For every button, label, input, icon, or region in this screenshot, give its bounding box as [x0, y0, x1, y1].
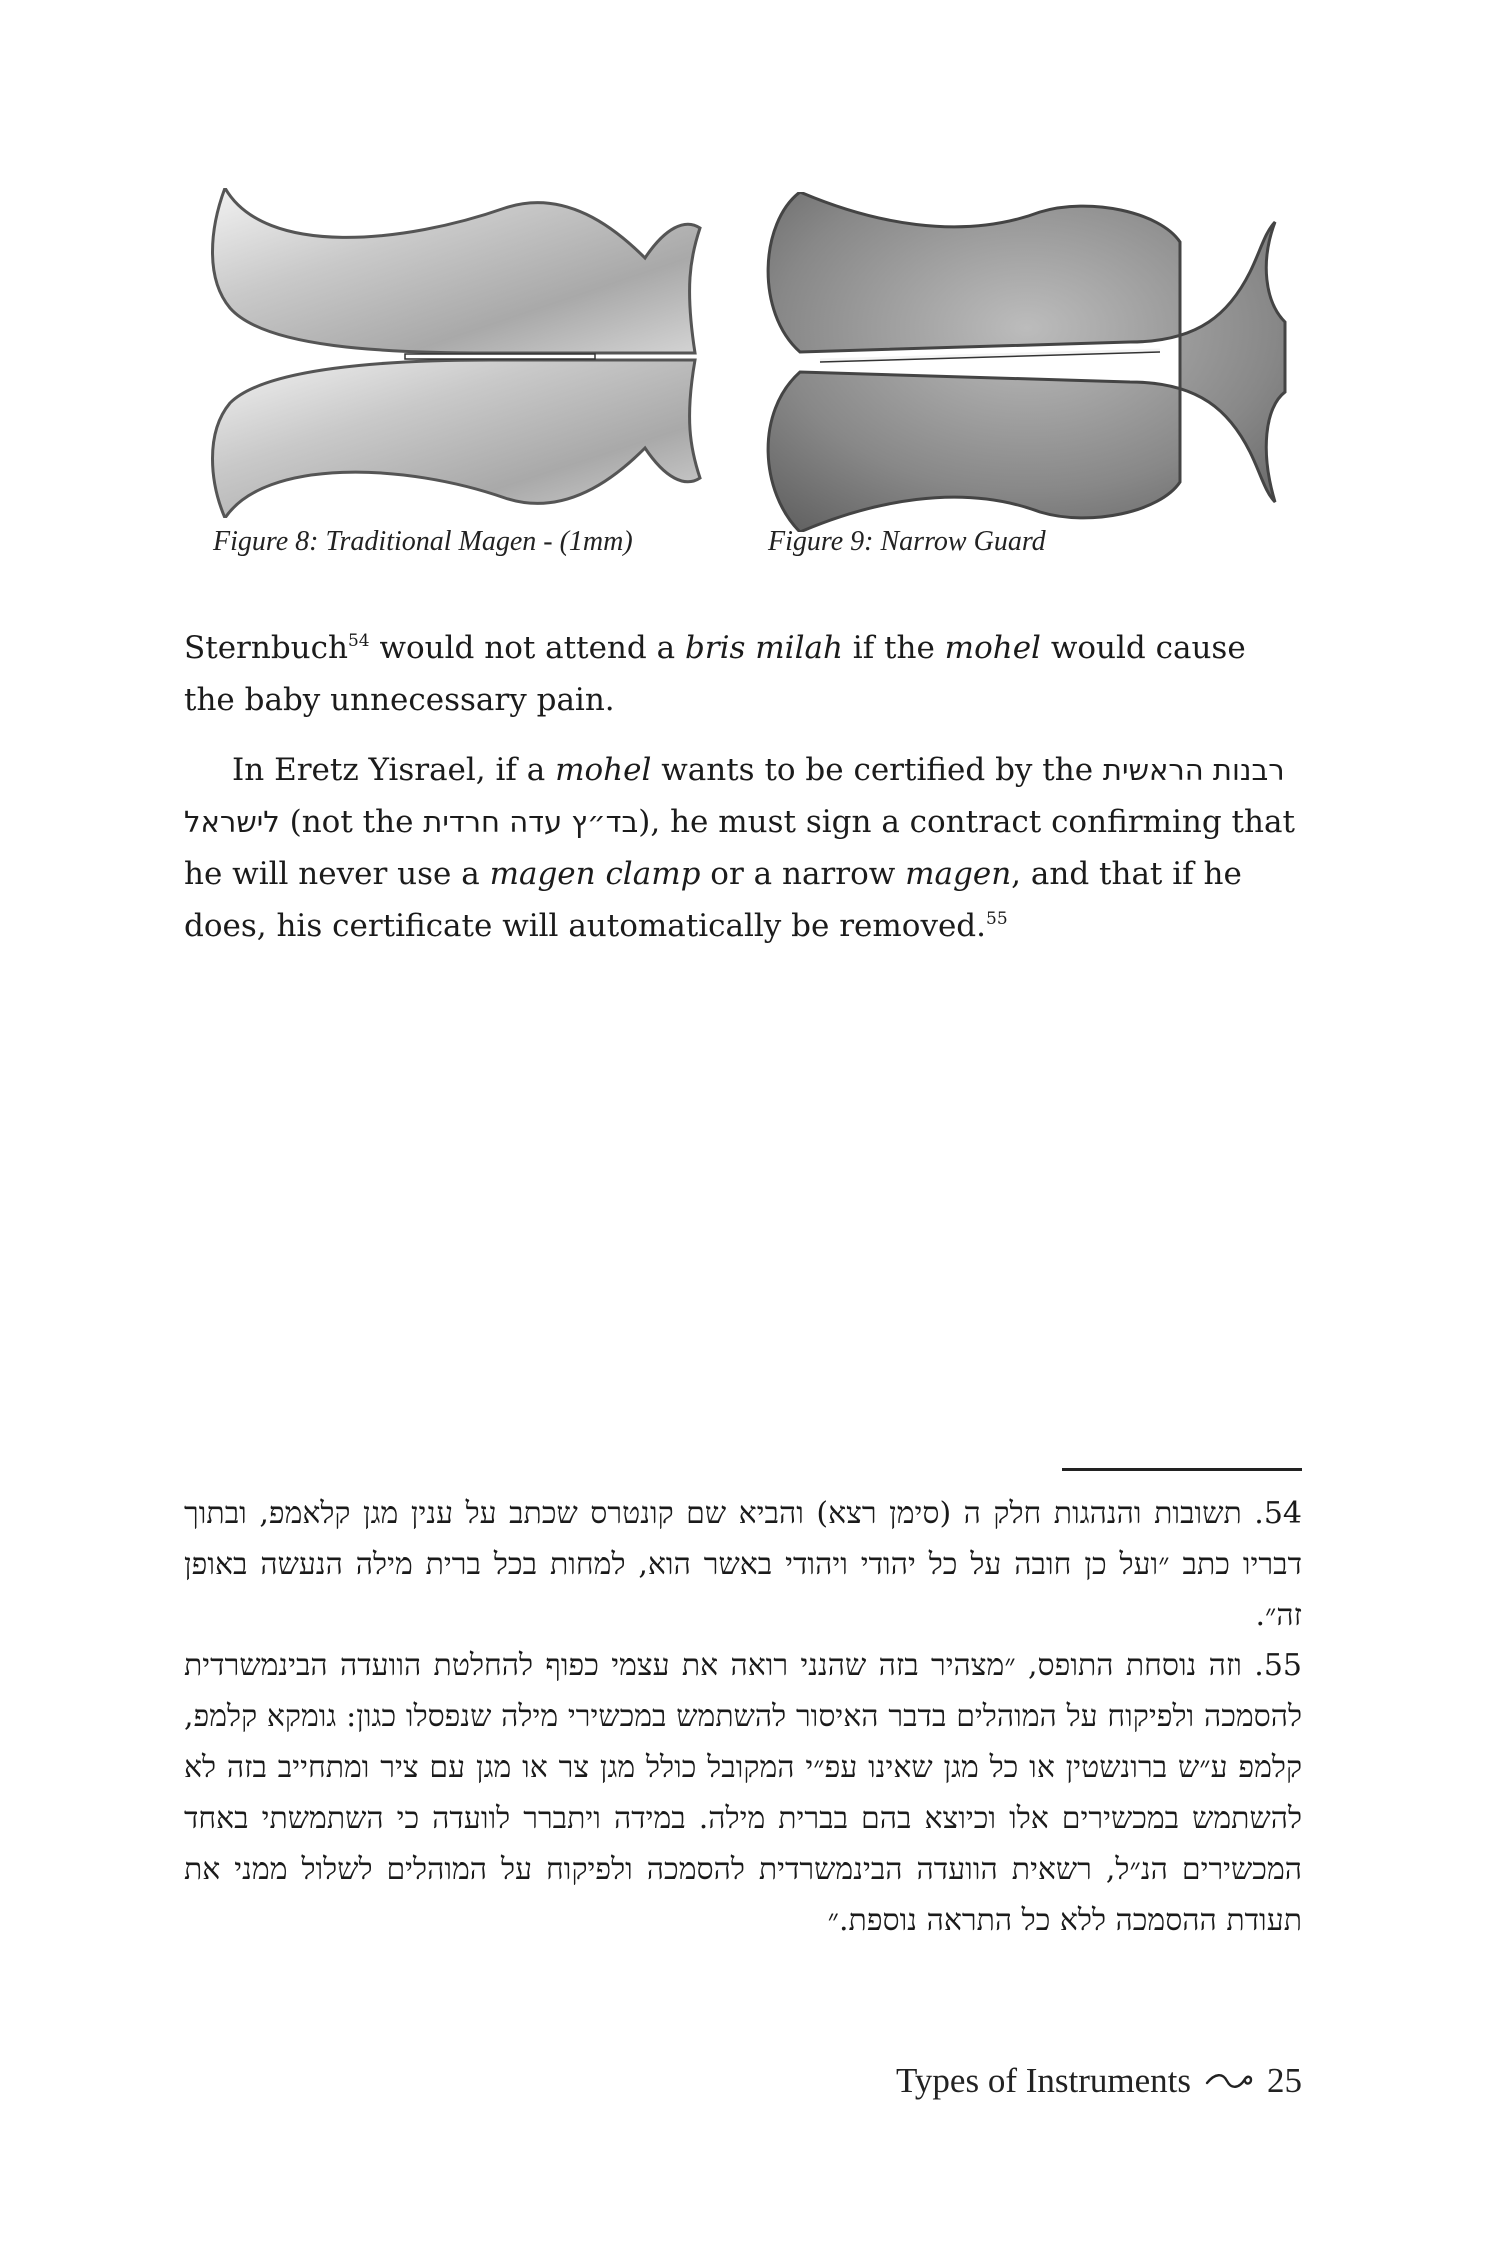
figure-9-narrow-guard	[760, 192, 1290, 532]
text-run: ), he must sign a contract confirming that he will never use a	[184, 804, 1295, 892]
hebrew-term: בד״ץ עדה חרדית	[423, 805, 639, 839]
text-run: wants to be certified by the	[651, 752, 1103, 788]
text-run: would not attend a	[369, 630, 685, 666]
footnote-ref-54: 54	[347, 631, 370, 651]
body-paragraph-1	[184, 622, 1302, 726]
text-run: or a narrow	[700, 856, 906, 892]
footnote-54: 54. תשובות והנהגות חלק ה (סימן רצא) והביא שם קונטרס שכתב על ענין מגן קלאמפ, ובתוך דבריו כתב ״ועל כן חובה על כל יהודי ויהודי באשר הוא, למחות בכל ברית מילה הנעשה באופן זה״.	[184, 1496, 1302, 1633]
text-run: In Eretz Yisrael, if a	[232, 752, 556, 788]
italic-term: mohel	[555, 752, 652, 788]
hebrew-term: רבנות הראשית לישראל	[184, 753, 1285, 839]
body-paragraph-2	[184, 744, 1302, 952]
ornament-icon	[1205, 2071, 1253, 2091]
text-run: would cause the baby unnecessary pain.	[184, 630, 1246, 718]
figure-8-traditional-magen	[205, 188, 705, 518]
italic-term: magen clamp	[489, 856, 701, 892]
traditional-magen-image	[205, 188, 705, 518]
page-footer	[896, 2061, 1302, 2101]
italic-term: magen	[905, 856, 1012, 892]
footnote-separator	[1062, 1468, 1302, 1471]
figure-9-caption: Figure 9: Narrow Guard	[768, 526, 1046, 557]
text-run: (not the	[279, 804, 424, 840]
narrow-guard-image	[760, 192, 1290, 532]
text-run: , and that if he does, his certificate will automatically be removed.	[184, 856, 1242, 944]
italic-term: mohel	[944, 630, 1041, 666]
figure-8-caption: Figure 8: Traditional Magen - (1mm)	[213, 526, 633, 557]
footnote-55: 55. וזה נוסחת התופס, ״מצהיר בזה שהנני רואה את עצמי כפוף להחלטת הוועדה הבינמשרדית להסמכה ולפיקוח על המוהלים בדבר האיסור להשתמש במכשירי מילה שנפסלו כגון: גומקא קלמפ, קלמפ ע״ש ברונשטין או כל מגן שאינו עפ״י המקובל כולל מגן צר או מגן עם ציר ומתחייב בזה לא להשתמש במכשירים אלו וכיוצא בהם בברית מילה. במידה ויתברר לוועדה כי השתמשתי באחד המכשירים הנ״ל, רשאית הוועדה הבינמשרדית להסמכה ולפיקוח על המוהלים לשלול ממני את תעודת ההסמכה ללא כל התראה נוספת.״	[184, 1648, 1302, 1938]
text-run: Sternbuch	[184, 630, 348, 666]
footnote-ref-55: 55	[986, 909, 1008, 929]
running-section-title: Types of Instruments	[895, 2061, 1191, 2100]
text-run: if the	[842, 630, 945, 666]
italic-term: bris milah	[684, 630, 843, 666]
page-number: 25	[1267, 2061, 1302, 2100]
